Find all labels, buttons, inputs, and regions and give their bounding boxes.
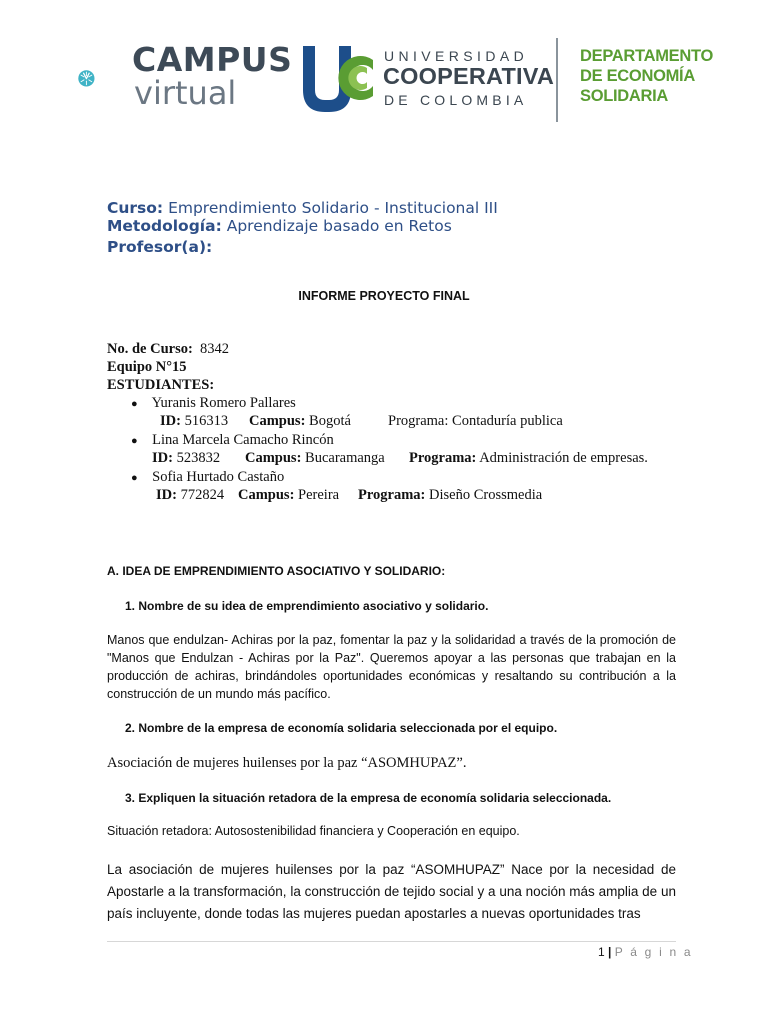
curso-label: Curso:	[107, 199, 164, 217]
student-2-programa	[409, 449, 648, 467]
metodologia-line	[107, 217, 452, 235]
question-1-heading: 1. Nombre de su idea de emprendimiento asociativo y solidario.	[125, 599, 489, 613]
id-label: ID:	[152, 450, 173, 466]
answer-2-paragraph: Asociación de mujeres huilenses por la paz “ASOMHUPAZ”.	[107, 755, 467, 771]
student-1-campus	[249, 412, 351, 430]
page-number: 1	[598, 945, 605, 959]
answer-3-short: Situación retadora: Autosostenibilidad financiera y Cooperación en equipo.	[107, 824, 520, 838]
id-label: ID:	[156, 487, 177, 503]
de-colombia-label: DE COLOMBIA	[384, 92, 528, 108]
question-3-heading: 3. Expliquen la situación retadora de la empresa de economía solidaria seleccionada.	[125, 791, 612, 805]
campus-label: Campus:	[249, 413, 306, 429]
profesor-label: Profesor(a):	[107, 238, 213, 256]
page-footer	[598, 945, 693, 959]
student-3-details	[156, 486, 224, 504]
dept-line-3: SOLIDARIA	[580, 87, 669, 105]
programa-value: Administración de empresas.	[479, 450, 648, 466]
bullet-icon: ●	[131, 398, 138, 410]
virtual-wordmark: virtual	[134, 74, 237, 112]
estudiantes-label: ESTUDIANTES:	[107, 377, 215, 393]
student-3-name-line	[131, 468, 284, 487]
section-a-heading: A. IDEA DE EMPRENDIMIENTO ASOCIATIVO Y SOLIDARIO:	[107, 564, 446, 578]
student-id: 523832	[176, 450, 221, 466]
programa-value: Diseño Crossmedia	[429, 487, 543, 503]
student-2-details	[152, 449, 220, 467]
student-2-campus	[245, 449, 385, 467]
footer-divider	[107, 941, 676, 942]
campus-value: Bogotá	[309, 413, 351, 429]
answer-1-paragraph: Manos que endulzan- Achiras por la paz, fomentar la paz y la solidaridad a través de la promoción de "Manos que Endulzan - Achiras por la Paz". Queremos apoyar a las personas que trabajan en la producción de achiras, brindándoles oportunidades económicas y resaltando su contribución a la construcción de un mundo más pacífico.	[107, 633, 676, 701]
bullet-icon: ●	[131, 472, 138, 484]
student-1-programa	[388, 412, 563, 430]
report-title: INFORME PROYECTO FINAL	[298, 289, 470, 303]
campus-value: Pereira	[298, 487, 340, 503]
header-divider	[556, 38, 558, 122]
equipo-line	[107, 358, 187, 376]
dept-line-1: DEPARTAMENTO	[580, 47, 713, 65]
estudiantes-heading	[107, 376, 214, 394]
bullet-icon: ●	[131, 435, 138, 447]
programa-value: Programa: Contaduría publica	[388, 413, 563, 429]
answer-3-long-paragraph: La asociación de mujeres huilenses por la paz “ASOMHUPAZ” Nace por la necesidad de Apostarle a la transformación, la construcción de tejido social y a una noción más amplia de un país incluyente, donde todas las mujeres puedan apostarles a nuevas oportunidades tras	[107, 862, 676, 921]
student-1-name-line	[131, 394, 296, 413]
departamento-label	[580, 46, 720, 106]
curso-number-value: 8342	[200, 341, 230, 357]
student-2-name-line	[131, 431, 334, 450]
footer-separator: |	[608, 945, 612, 959]
dept-line-2: DE ECONOMÍA	[580, 67, 695, 85]
student-3-campus	[238, 486, 339, 504]
universidad-label: UNIVERSIDAD	[384, 48, 529, 64]
curso-number-line	[107, 340, 229, 358]
curso-value: Emprendimiento Solidario - Institucional III	[168, 199, 498, 217]
cooperativa-label: COOPERATIVA	[383, 63, 555, 89]
metodologia-label: Metodología:	[107, 217, 222, 235]
student-name: Yuranis Romero Pallares	[151, 395, 296, 411]
campus-label: Campus:	[238, 487, 295, 503]
student-id: 772824	[180, 487, 225, 503]
curso-number-label: No. de Curso:	[107, 341, 193, 357]
campus-virtual-logo-mark	[78, 44, 138, 114]
page-word: P á g i n a	[614, 945, 693, 959]
campus-label: Campus:	[245, 450, 302, 466]
metodologia-value: Aprendizaje basado en Retos	[226, 217, 452, 235]
question-2-heading: 2. Nombre de la empresa de economía solidaria seleccionada por el equipo.	[125, 721, 558, 735]
universidad-cooperativa-logo-mark	[299, 40, 375, 116]
programa-label: Programa:	[409, 450, 477, 466]
id-label: ID:	[160, 413, 181, 429]
curso-line	[107, 199, 498, 217]
profesor-line	[107, 238, 212, 256]
programa-label: Programa:	[358, 487, 426, 503]
student-3-programa	[358, 486, 542, 504]
student-name: Sofia Hurtado Castaño	[152, 469, 285, 485]
student-name: Lina Marcela Camacho Rincón	[152, 432, 334, 448]
student-id: 516313	[184, 413, 229, 429]
equipo-label: Equipo N°15	[107, 359, 187, 375]
student-1-details	[160, 412, 228, 430]
campus-value: Bucaramanga	[305, 450, 385, 466]
campus-wordmark: CAMPUS	[132, 40, 293, 79]
